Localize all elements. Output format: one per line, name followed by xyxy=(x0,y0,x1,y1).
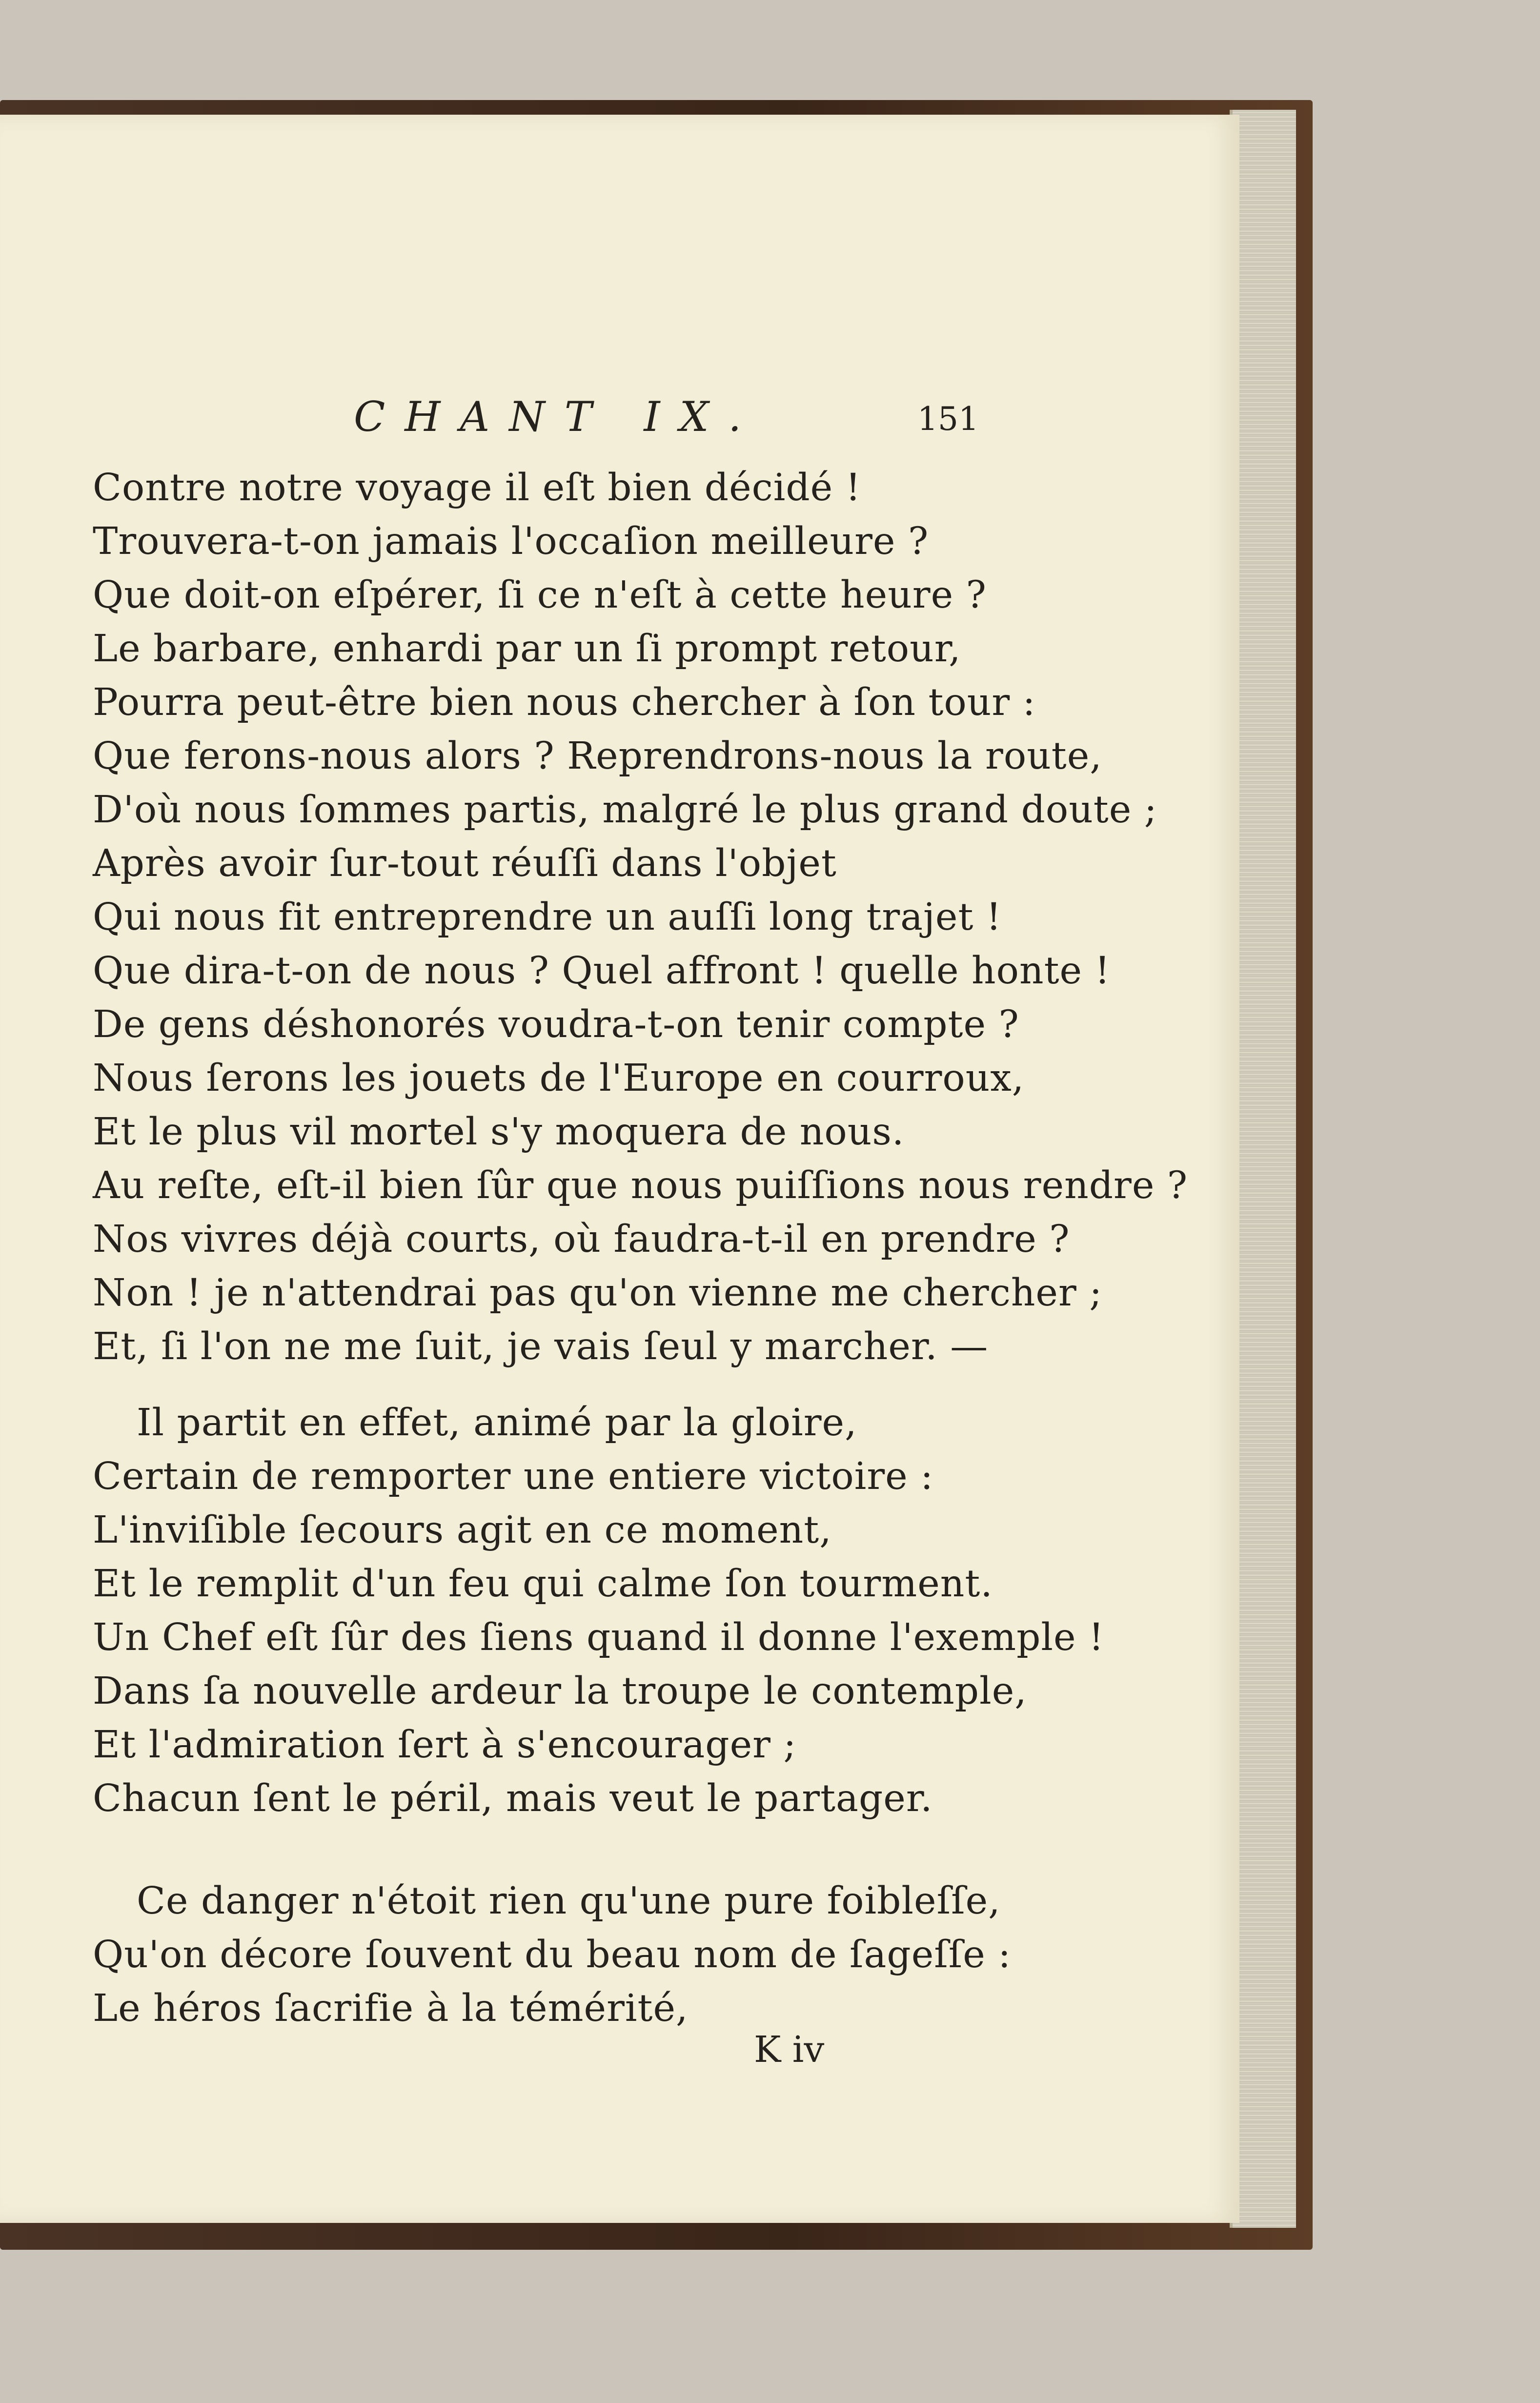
verse-line: Ce danger n'étoit rien qu'une pure foibleſſe, xyxy=(137,1879,1001,1923)
verse-line: Non ! je n'attendrai pas qu'on vienne me chercher ; xyxy=(93,1271,1103,1315)
verse-line: Un Chef eſt ſûr des ſiens quand il donne l'exemple ! xyxy=(93,1616,1105,1659)
verse-line: Pourra peut-être bien nous chercher à ſon tour : xyxy=(93,681,1036,724)
verse-line: Que ferons-nous alors ? Reprendrons-nous la route, xyxy=(93,734,1102,778)
verse-line: Trouvera-t-on jamais l'occaſion meilleure ? xyxy=(93,520,929,563)
verse-line: Et le plus vil mortel s'y moquera de nous. xyxy=(93,1110,905,1154)
verse-line: Que dira-t-on de nous ? Quel affront ! quelle honte ! xyxy=(93,949,1111,993)
verse-line: Au reſte, eſt-il bien ſûr que nous puiſſions nous rendre ? xyxy=(93,1164,1188,1207)
verse-line: Le barbare, enhardi par un ſi prompt retour, xyxy=(93,627,961,671)
verse-line: Qu'on décore ſouvent du beau nom de ſageſſe : xyxy=(93,1933,1012,1976)
verse-line: Certain de remporter une entiere victoire : xyxy=(93,1455,934,1498)
page-number: 151 xyxy=(917,400,979,438)
stanza xyxy=(93,1396,1105,1826)
verse-line: Après avoir ſur-tout réuſſi dans l'objet xyxy=(93,842,837,885)
verse-line: Et l'admiration ſert à s'encourager ; xyxy=(93,1723,797,1767)
book-page xyxy=(0,115,1239,2223)
verse-line: Contre notre voyage il eſt bien décidé ! xyxy=(93,466,861,509)
verse-line: De gens déshonorés voudra-t-on tenir compte ? xyxy=(93,1003,1019,1046)
running-head: CHANT IX. xyxy=(354,393,761,441)
verse-line: Et le remplit d'un feu qui calme ſon tourment. xyxy=(93,1562,993,1606)
verse-line: Que doit-on eſpérer, ſi ce n'eſt à cette heure ? xyxy=(93,573,987,617)
stanza xyxy=(93,1874,1012,2036)
verse-line: Nos vivres déjà courts, où faudra-t-il en prendre ? xyxy=(93,1218,1070,1261)
verse-line: Qui nous fit entreprendre un auſſi long trajet ! xyxy=(93,896,1002,939)
verse-line: L'inviſible ſecours agit en ce moment, xyxy=(93,1508,832,1552)
verse-line: Il partit en effet, animé par la gloire, xyxy=(137,1401,857,1445)
verse-line: D'où nous ſommes partis, malgré le plus grand doute ; xyxy=(93,788,1157,832)
signature-mark: K iv xyxy=(754,2029,825,2071)
stanza xyxy=(93,461,1188,1374)
verse-line: Chacun ſent le péril, mais veut le partager. xyxy=(93,1777,933,1820)
verse-line: Nous ſerons les jouets de l'Europe en courroux, xyxy=(93,1057,1025,1100)
page-fore-edge xyxy=(1230,110,1296,2228)
verse-line: Dans ſa nouvelle ardeur la troupe le contemple, xyxy=(93,1670,1027,1713)
verse-line: Le héros ſacrifie à la témérité, xyxy=(93,1987,689,2030)
verse-line: Et, ſi l'on ne me ſuit, je vais ſeul y marcher. — xyxy=(93,1325,989,1368)
